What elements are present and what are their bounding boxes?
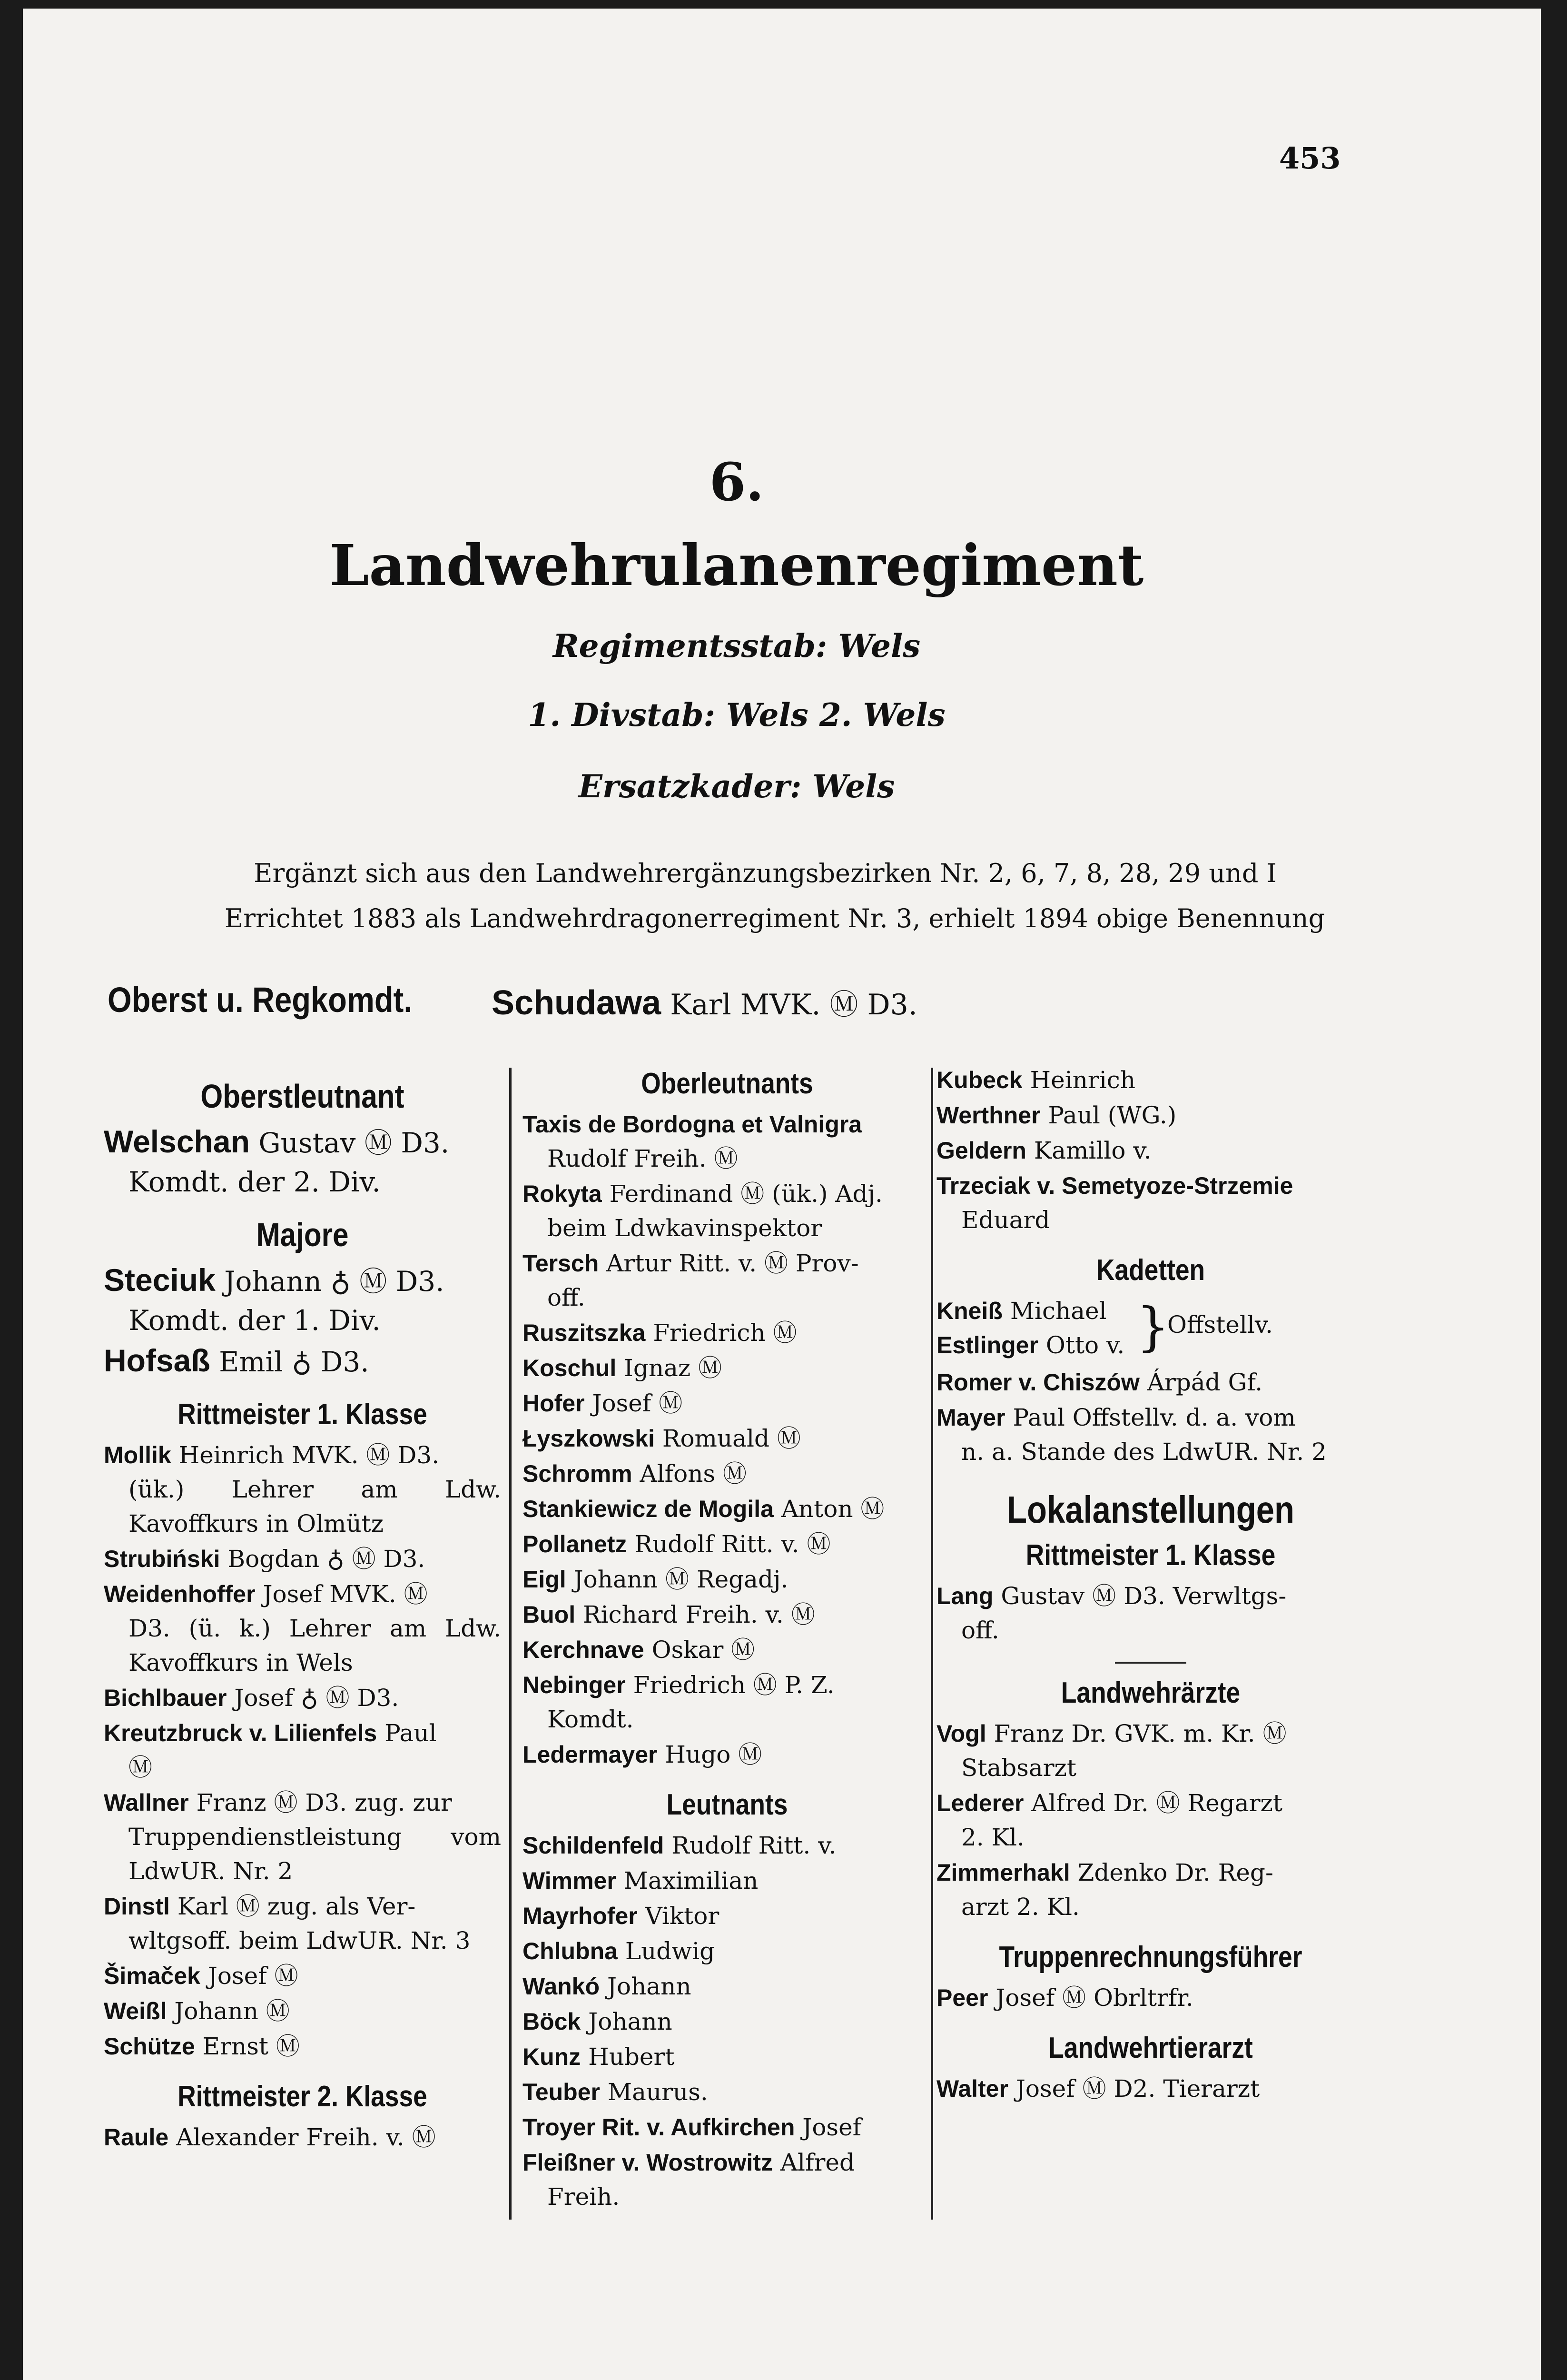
list-item [522, 1527, 932, 1561]
oberst-details: Karl MVK. Ⓜ D3. [670, 988, 917, 1021]
divider-rule [1115, 1662, 1186, 1664]
entry-continuation: Eduard [961, 1206, 1050, 1234]
list-item [104, 1577, 501, 1680]
list-item [936, 1855, 1365, 1924]
entry-name: Troyer Rit. v. Aufkirchen [522, 2114, 795, 2141]
entry-details: Heinrich [1030, 1066, 1136, 1094]
entry-name: Mayrhofer [522, 1903, 638, 1929]
entry-continuation: 2. Kl. [961, 1824, 1025, 1851]
entry-name: Walter [936, 2075, 1008, 2102]
list-item [936, 1400, 1365, 1469]
list-item [104, 2029, 501, 2063]
entry-details: Emil ♁ D3. [219, 1346, 369, 1378]
heading-rittmeister-2: Rittmeister 2. Klasse [177, 2080, 427, 2113]
list-item [936, 1786, 1365, 1854]
entry-details: Kamillo v. [1034, 1137, 1152, 1164]
entry-continuation: Ⓜ [128, 1754, 152, 1781]
heading-truppenrechnungsfuehrer: Truppenrechnungsführer [999, 1941, 1302, 1973]
entry-continuation: off. [547, 1284, 585, 1311]
list-item [104, 1889, 501, 1958]
list-item [104, 1959, 501, 1993]
list-item [522, 1421, 932, 1456]
list-item [104, 1994, 501, 2028]
list-item [936, 1294, 1107, 1328]
list-oberstleutnant [104, 1122, 501, 1201]
entry-name: Kunz [522, 2043, 581, 2070]
list-item [104, 1785, 501, 1888]
kadetten-brace-group [936, 1294, 1365, 1365]
entry-name: Weidenhoffer [104, 1581, 256, 1607]
entry-details: Paul Offstellv. d. a. vom [1013, 1404, 1296, 1431]
list-item [522, 1668, 932, 1736]
entry-name: Łyszkowski [522, 1425, 655, 1452]
list-item [522, 2145, 932, 2214]
entry-details: Bogdan ♁ Ⓜ D3. [227, 1545, 425, 1573]
entry-details: Gustav Ⓜ D3. Verwltgs- [1001, 1582, 1287, 1610]
entry-name: Schildenfeld [522, 1832, 664, 1859]
entry-name: Trzeciak v. Semetyoze-Strzemie [936, 1172, 1293, 1199]
list-item [104, 2120, 501, 2154]
list-item [522, 1177, 932, 1245]
list-item [936, 1365, 1365, 1399]
column-3 [936, 1063, 1365, 2107]
entry-name: Kneiß [936, 1298, 1003, 1324]
entry-name: Werthner [936, 1102, 1041, 1129]
list-truppenrechnungsfuehrer [936, 1981, 1365, 2015]
entry-details: Johann [607, 1973, 691, 2000]
entry-details: Josef Ⓜ Obrltrfr. [995, 1984, 1193, 2012]
entry-name: Koschul [522, 1355, 617, 1381]
entry-details: Michael [1010, 1297, 1107, 1325]
entry-details: Ferdinand Ⓜ (ük.) Adj. [609, 1180, 883, 1208]
column-divider-1 [509, 1068, 512, 2220]
column-2 [522, 1063, 932, 2215]
entry-name: Šimaček [104, 1963, 200, 1989]
entry-continuation: Rudolf Freih. Ⓜ [547, 1145, 738, 1172]
entry-details: Josef MVK. Ⓜ [263, 1580, 428, 1608]
entry-name: Lederer [936, 1790, 1024, 1816]
note-errichtet: Errichtet 1883 als Landwehrdragonerregiment Nr. 3, erhielt 1894 obige Benennung [224, 903, 1325, 933]
entry-name: Rokyta [522, 1180, 602, 1207]
entry-details: Alexander Freih. v. Ⓜ [176, 2123, 436, 2151]
entry-name: Hofsaß [104, 1343, 210, 1378]
entry-details: Maximilian [623, 1867, 759, 1894]
entry-details: Paul [384, 1719, 437, 1747]
list-item [104, 1681, 501, 1715]
entry-name: Chlubna [522, 1938, 618, 1964]
list-item [936, 1579, 1365, 1647]
heading-oberstleutnant: Oberstleutnant [200, 1078, 404, 1115]
entry-name: Zimmerhakl [936, 1859, 1070, 1886]
entry-name: Geldern [936, 1137, 1026, 1164]
entry-name: Vogl [936, 1720, 986, 1747]
list-item [522, 1737, 932, 1772]
entry-details: Artur Ritt. v. Ⓜ Prov- [606, 1250, 859, 1277]
entry-details: Ignaz Ⓜ [624, 1354, 722, 1382]
entry-continuation: wltgsoff. beim LdwUR. Nr. 3 [128, 1927, 471, 1954]
heading-lokal-rittmeister: Rittmeister 1. Klasse [1025, 1539, 1276, 1572]
entry-continuation: Freih. [547, 2183, 620, 2211]
entry-details: Alfred Dr. Ⓜ Regarzt [1031, 1789, 1282, 1817]
list-kadetten [936, 1365, 1365, 1469]
heading-oberleutnants: Oberleutnants [641, 1067, 813, 1100]
list-item [936, 2072, 1365, 2106]
entry-details: Johann Ⓜ [174, 1997, 290, 2025]
oberst-name: Schudawa [492, 984, 661, 1022]
entry-name: Tersch [522, 1250, 599, 1277]
entry-details: Franz Ⓜ D3. zug. zur [196, 1789, 452, 1816]
regiment-number: 6. [709, 451, 764, 513]
entry-details: Rudolf Ritt. v. [671, 1832, 837, 1859]
entry-details: Gustav Ⓜ D3. [258, 1127, 450, 1159]
list-item [522, 1246, 932, 1315]
entry-name: Peer [936, 1984, 988, 2011]
list-item [522, 2040, 932, 2074]
entry-details: Hubert [588, 2043, 675, 2071]
entry-continuation: beim Ldwkavinspektor [547, 1214, 822, 1242]
entry-continuation: Komdt. der 1. Div. [128, 1304, 381, 1337]
entry-details: Heinrich MVK. Ⓜ D3. [178, 1441, 440, 1469]
list-item [104, 1716, 501, 1785]
entry-details: Árpád Gf. [1147, 1368, 1263, 1396]
brace-label: Offstellv. [1167, 1311, 1273, 1339]
entry-name: Fleißner v. Wostrowitz [522, 2149, 773, 2176]
entry-continuation: (ük.) Lehrer am Ldw. Kavoffkurs in Olmütz [128, 1476, 501, 1537]
list-item [522, 1864, 932, 1898]
column-1 [104, 1063, 501, 2155]
entry-name: Wimmer [522, 1867, 616, 1894]
entry-name: Mollik [104, 1442, 171, 1468]
entry-details: Josef Ⓜ [207, 1962, 298, 1990]
entry-continuation: D3. (ü. k.) Lehrer am Ldw. Kavoffkurs in Wels [128, 1615, 501, 1676]
entry-details: Ludwig [625, 1937, 715, 1965]
list-lokal-rittmeister [936, 1579, 1365, 1647]
entry-name: Hofer [522, 1390, 585, 1417]
list-item [522, 1457, 932, 1491]
entry-details: Johann Ⓜ Regadj. [573, 1566, 788, 1593]
entry-name: Romer v. Chiszów [936, 1369, 1140, 1396]
entry-name: Wankó [522, 1973, 600, 2000]
entry-details: Paul (WG.) [1048, 1101, 1177, 1129]
entry-details: Alfred [780, 2149, 855, 2176]
entry-details: Friedrich Ⓜ [653, 1319, 797, 1347]
entry-details: Franz Dr. GVK. m. Kr. Ⓜ [994, 1720, 1287, 1747]
entry-name: Mayer [936, 1404, 1005, 1431]
entry-name: Ledermayer [522, 1741, 658, 1768]
entry-details: Ernst Ⓜ [202, 2033, 300, 2060]
regimentsstab: Regimentsstab: Wels [552, 627, 921, 664]
entry-name: Bichlbauer [104, 1685, 227, 1711]
list-item [522, 1492, 932, 1526]
list-item [936, 1328, 1124, 1362]
entry-details: Josef ♁ Ⓜ D3. [234, 1684, 399, 1712]
list-item [522, 1562, 932, 1597]
brace-symbol: } [1136, 1296, 1170, 1357]
entry-name: Dinstl [104, 1893, 170, 1920]
list-item [104, 1260, 501, 1340]
entry-details: Viktor [645, 1902, 719, 1930]
ersatzkader: Ersatzkader: Wels [578, 768, 895, 805]
entry-name: Steciuk [104, 1262, 216, 1298]
list-item [936, 1063, 1365, 1097]
entry-name: Lang [936, 1583, 994, 1609]
list-item [522, 1107, 932, 1176]
list-landwehraerzte [936, 1716, 1365, 1924]
entry-name: Strubiński [104, 1546, 220, 1572]
entry-details: Friedrich Ⓜ P. Z. [633, 1671, 835, 1699]
entry-continuation: arzt 2. Kl. [961, 1893, 1080, 1921]
list-oberleutnants-cont [936, 1063, 1365, 1237]
heading-leutnants: Leutnants [666, 1788, 788, 1821]
list-item [522, 1386, 932, 1420]
entry-continuation: n. a. Stande des LdwUR. Nr. 2 [961, 1438, 1327, 1466]
document-page [23, 9, 1541, 2380]
heading-majore: Majore [256, 1216, 349, 1253]
entry-name: Kerchnave [522, 1636, 644, 1663]
entry-name: Welschan [104, 1124, 250, 1159]
heading-lokalanstellungen: Lokalanstellungen [1006, 1488, 1295, 1531]
entry-continuation: off. [961, 1616, 999, 1644]
entry-name: Pollanetz [522, 1531, 627, 1557]
entry-name: Buol [522, 1601, 576, 1628]
entry-details: Richard Freih. v. Ⓜ [583, 1601, 815, 1628]
list-item [104, 1122, 501, 1201]
heading-kadetten: Kadetten [1096, 1254, 1205, 1287]
entry-details: Maurus. [607, 2078, 708, 2106]
list-item [522, 1969, 932, 2003]
entry-name: Raule [104, 2124, 169, 2151]
entry-details: Oskar Ⓜ [651, 1636, 755, 1664]
list-item [104, 1542, 501, 1576]
list-item [522, 1597, 932, 1632]
entry-name: Schromm [522, 1460, 632, 1487]
regiment-title: Landwehrulanenregiment [329, 532, 1144, 598]
list-landwehrtierarzt [936, 2072, 1365, 2106]
list-item [936, 1133, 1365, 1168]
page-number: 453 [1279, 141, 1341, 176]
entry-name: Kubeck [936, 1067, 1023, 1093]
list-rittmeister-1 [104, 1438, 501, 2063]
entry-details: Karl Ⓜ zug. als Ver- [177, 1893, 416, 1920]
list-item [522, 1351, 932, 1385]
list-item [522, 1316, 932, 1350]
entry-details: Hugo Ⓜ [665, 1741, 762, 1768]
list-item [936, 1981, 1365, 2015]
oberst-label: Oberst u. Regkomdt. [108, 980, 413, 1020]
entry-details: Zdenko Dr. Reg- [1077, 1859, 1273, 1886]
heading-landwehraerzte: Landwehrärzte [1061, 1676, 1241, 1709]
list-item [936, 1716, 1365, 1785]
entry-name: Stankiewicz de Mogila [522, 1496, 774, 1522]
entry-name: Estlinger [936, 1332, 1038, 1359]
list-item [936, 1098, 1365, 1132]
list-oberleutnants [522, 1107, 932, 1772]
entry-continuation: Komdt. [547, 1706, 634, 1733]
heading-landwehrtierarzt: Landwehrtierarzt [1048, 2032, 1253, 2064]
entry-name: Teuber [522, 2079, 600, 2105]
list-item [522, 1934, 932, 1968]
entry-continuation: Truppendienstleistung vom LdwUR. Nr. 2 [128, 1823, 501, 1885]
note-ergaenzung: Ergänzt sich aus den Landwehrergänzungsbezirken Nr. 2, 6, 7, 8, 28, 29 und I [254, 858, 1277, 888]
list-leutnants [522, 1828, 932, 2214]
list-item [522, 1899, 932, 1933]
entry-details: Josef Ⓜ [592, 1389, 683, 1417]
heading-rittmeister-1: Rittmeister 1. Klasse [177, 1398, 427, 1431]
entry-details: Josef [802, 2113, 862, 2141]
entry-details: Otto v. [1045, 1331, 1125, 1359]
list-majore [104, 1260, 501, 1381]
list-item [104, 1438, 501, 1541]
list-item [522, 2075, 932, 2109]
entry-details: Johann ♁ Ⓜ D3. [224, 1265, 444, 1298]
entry-details: Anton Ⓜ [781, 1495, 885, 1523]
entry-name: Nebinger [522, 1672, 626, 1698]
list-item [936, 1169, 1365, 1237]
list-item [522, 2004, 932, 2039]
entry-name: Weißl [104, 1998, 167, 2024]
divstab: 1. Divstab: Wels 2. Wels [528, 696, 946, 734]
list-item [522, 1828, 932, 1863]
entry-name: Eigl [522, 1566, 566, 1593]
entry-name: Böck [522, 2008, 581, 2035]
list-item [104, 1341, 501, 1381]
entry-details: Alfons Ⓜ [640, 1460, 747, 1488]
entry-details: Rudolf Ritt. v. Ⓜ [634, 1530, 831, 1558]
entry-details: Romuald Ⓜ [662, 1425, 801, 1452]
list-rittmeister-2 [104, 2120, 501, 2154]
entry-details: Johann [588, 2008, 672, 2035]
oberst-entry [492, 982, 917, 1023]
entry-name: Ruszitszka [522, 1319, 646, 1346]
entry-name: Wallner [104, 1789, 189, 1816]
entry-name: Taxis de Bordogna et Valnigra [522, 1111, 862, 1138]
entry-continuation: Komdt. der 2. Div. [128, 1166, 381, 1198]
list-item [522, 2110, 932, 2144]
entry-name: Kreutzbruck v. Lilienfels [104, 1720, 377, 1746]
entry-continuation: Stabsarzt [961, 1754, 1076, 1782]
entry-name: Schütze [104, 2033, 195, 2060]
list-item [522, 1633, 932, 1667]
entry-details: Josef Ⓜ D2. Tierarzt [1015, 2075, 1260, 2102]
